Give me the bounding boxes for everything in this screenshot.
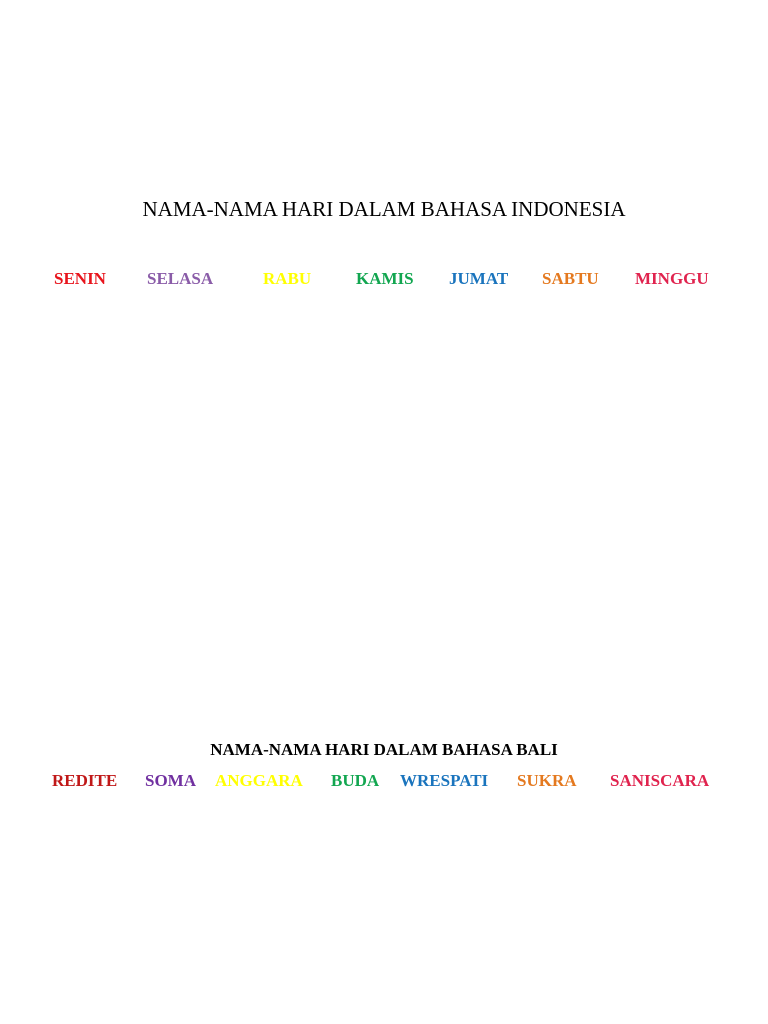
day-jumat: JUMAT [449,269,509,288]
balinese-days-title: NAMA-NAMA HARI DALAM BAHASA BALI [210,740,558,759]
day-buda: BUDA [331,771,380,790]
day-minggu: MINGGU [635,269,709,288]
day-kamis: KAMIS [356,269,414,288]
day-selasa: SELASA [147,269,214,288]
day-wrespati: WRESPATI [400,771,489,790]
day-sukra: SUKRA [517,771,577,790]
day-sabtu: SABTU [542,269,599,288]
indonesian-days-title: NAMA-NAMA HARI DALAM BAHASA INDONESIA [142,197,626,221]
day-rabu: RABU [263,269,312,288]
day-senin: SENIN [54,269,106,288]
day-anggara: ANGGARA [215,771,303,790]
day-redite: REDITE [52,771,118,790]
day-saniscara: SANISCARA [610,771,710,790]
day-soma: SOMA [145,771,196,790]
